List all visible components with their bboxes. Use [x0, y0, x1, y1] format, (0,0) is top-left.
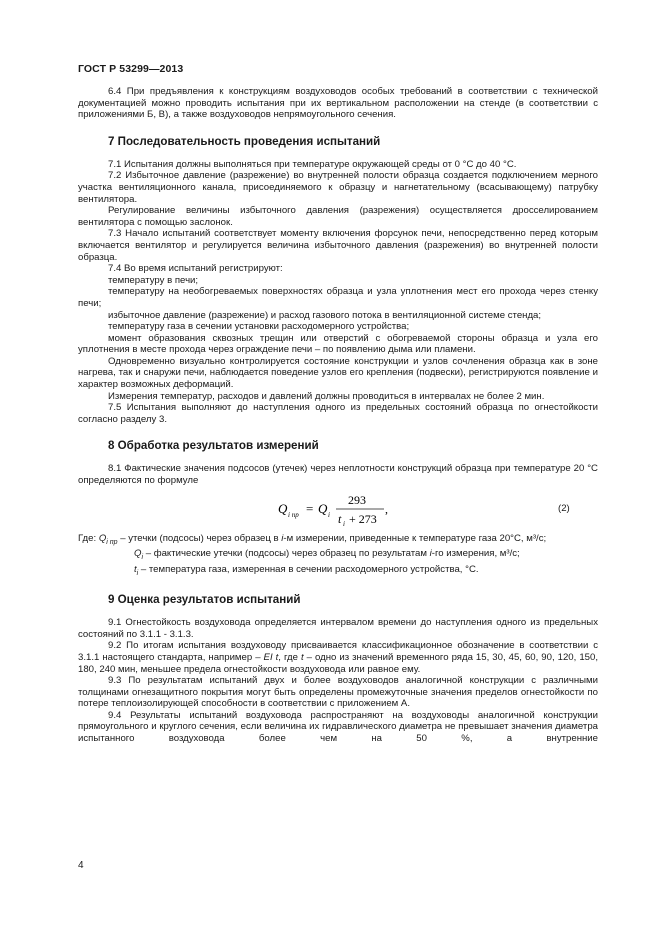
formula-legend-3	[78, 564, 598, 580]
where-prefix: Где:	[78, 532, 99, 544]
paragraph-7-4c: Измерения температур, расходов и давлений должны проводиться в интервалах не более 2 мин.	[108, 390, 545, 402]
legend-symbol: t	[134, 563, 137, 575]
formula-q: Q	[318, 500, 328, 516]
legend-sub: i	[141, 554, 144, 562]
paragraph-7-1: 7.1 Испытания должны выполняться при температуре окружающей среды от 0 °С до 40 °С.	[108, 158, 517, 170]
legend-text: – температура газа, измеренная в сечении расходомерного устройства, °С.	[138, 563, 479, 575]
legend-text: – утечки (подсосы) через образец в	[117, 532, 282, 544]
list-item: температуру на необогреваемых поверхностях образца и узла уплотнения мест его прохода через стенку печи;	[78, 286, 598, 309]
paragraph-8-1: 8.1 Фактические значения подсосов (утечек) через неплотности конструкций образца при температуре 20 °С определяются по формуле	[78, 463, 598, 487]
page-content	[78, 86, 598, 745]
formula-numerator: 293	[348, 492, 366, 507]
formula-number: (2)	[558, 502, 570, 514]
legend-text: – фактические утечки (подсосы) через образец по результатам	[143, 548, 430, 560]
formula-comma: ,	[385, 501, 388, 516]
paragraph-9-1: 9.1 Огнестойкость воздуховода определяется интервалом времени до наступления одного из предельных состояний по 3.1.1 - 3.1.3.	[78, 617, 598, 640]
legend-italic: i	[281, 532, 284, 544]
page-number: 4	[78, 860, 84, 871]
paragraph-6-4: 6.4 При предъявления к конструкциям воздуховодов особых требований в соответствии с технической документацией можно проводить испытания при их вертикальном расположении на стенде (в соответствии с приложениями Б, В), а также воздуховодов непрямоугольного сечения.	[78, 86, 598, 121]
formula-expression	[278, 489, 478, 531]
section-9-title: 9 Оценка результатов испытаний	[108, 593, 301, 607]
paragraph-7-3: 7.3 Начало испытаний соответствует моменту включения форсунок печи, непосредственно перед которым включается вентилятор и регулируется величина избыточного давления (разрежения) во внутренней полости образца.	[78, 228, 598, 263]
list-item: температуру в печи;	[108, 274, 199, 286]
legend-symbol: Q	[134, 548, 142, 560]
formula-equals: =	[306, 500, 314, 516]
formula-lhs: Q	[278, 500, 288, 516]
formula-legend-2	[78, 548, 598, 564]
p92-t: t	[300, 651, 304, 663]
paragraph-7-4b: Одновременно визуально контролируется состояние конструкции и узлов сочленения образца как в зоне нагрева, так и снаружи печи, наблюдается поведение узлов его крепления (подвески), регистрируются появление и характер возможных деформаций.	[78, 355, 598, 391]
legend-sub: i	[136, 569, 139, 577]
formula-den-sub: i	[343, 519, 345, 528]
document-header: ГОСТ Р 53299—2013	[78, 63, 184, 75]
formula-legend-1	[78, 533, 598, 549]
list-item: температуру газа в сечении установки расходомерного устройства;	[108, 321, 410, 333]
legend-text2: -го измерения, м³/с;	[431, 548, 520, 560]
formula-den-t: t	[338, 511, 342, 526]
paragraph-7-2: 7.2 Избыточное давление (разрежение) во внутренней полости образца создается подключением мерного участка вентиляционного канала, присоединяемого к образцу и нагнетательному (всасывающему) патрубку вентилятора.	[78, 170, 598, 205]
p92-text-c: – одно из значений временного ряда 15, 30, 45, 60, 90, 120, 150, 180, 240 мин, меньшее предела огнестойкости воздуховода или равное ему.	[78, 651, 598, 675]
p92-classification: EI t	[263, 651, 279, 663]
paragraph-7-4: 7.4 Во время испытаний регистрируют:	[108, 263, 283, 275]
legend-text2: -м измерении, приведенные к температуре газа 20°С, м³/с;	[283, 532, 547, 544]
p92-text-b: , где	[278, 651, 301, 663]
formula-den-rest: + 273	[349, 511, 377, 526]
section-8-title: 8 Обработка результатов измерений	[108, 439, 319, 453]
paragraph-9-3: 9.3 По результатам испытаний двух и более воздуховодов аналогичной конструкции с различными толщинами огнезащитного покрытия могут быть определены промежуточные значения пределов огнестойкости по потере теплоизолирующей способности в соответствии с приложением А.	[78, 675, 598, 710]
list-item: избыточное давление (разрежение) и расход газового потока в вентиляционной системе стенда;	[108, 309, 542, 321]
paragraph-7-2b: Регулирование величины избыточного давления (разрежения) осуществляется дросселированием вентилятора с помощью заслонок.	[78, 205, 598, 228]
formula-lhs-sub: i пр	[288, 510, 299, 519]
list-item: момент образования сквозных трещин или отверстий с обогреваемой стороны образца и узла его уплотнения в месте прохода через ограждение печи – по появлению дыма или пламени.	[78, 332, 598, 356]
formula-2	[78, 489, 598, 531]
paragraph-9-2	[78, 640, 598, 675]
section-7-title: 7 Последовательность проведения испытаний	[108, 134, 381, 148]
paragraph-9-4: 9.4 Результаты испытаний воздуховода распространяют на воздуховоды аналогичной конструкции прямоугольного и круглого сечения, если величина их гидравлического диаметра не превышает значения диаметра испытанного воздуховода более чем на 50 %, а внутренние	[78, 709, 598, 745]
legend-symbol: Q	[98, 532, 107, 544]
p92-text-a: 9.2 По итогам испытания воздуховоду присваивается классификационное обозначение в соответствии с 3.1.1 настоящего стандарта, например –	[78, 640, 598, 663]
formula-q-sub: i	[328, 510, 330, 519]
legend-italic: i	[429, 548, 432, 560]
legend-sub: i пр	[106, 538, 118, 546]
paragraph-7-5: 7.5 Испытания выполняют до наступления одного из предельных состояний образца по огнестойкости согласно разделу 3.	[78, 402, 598, 425]
